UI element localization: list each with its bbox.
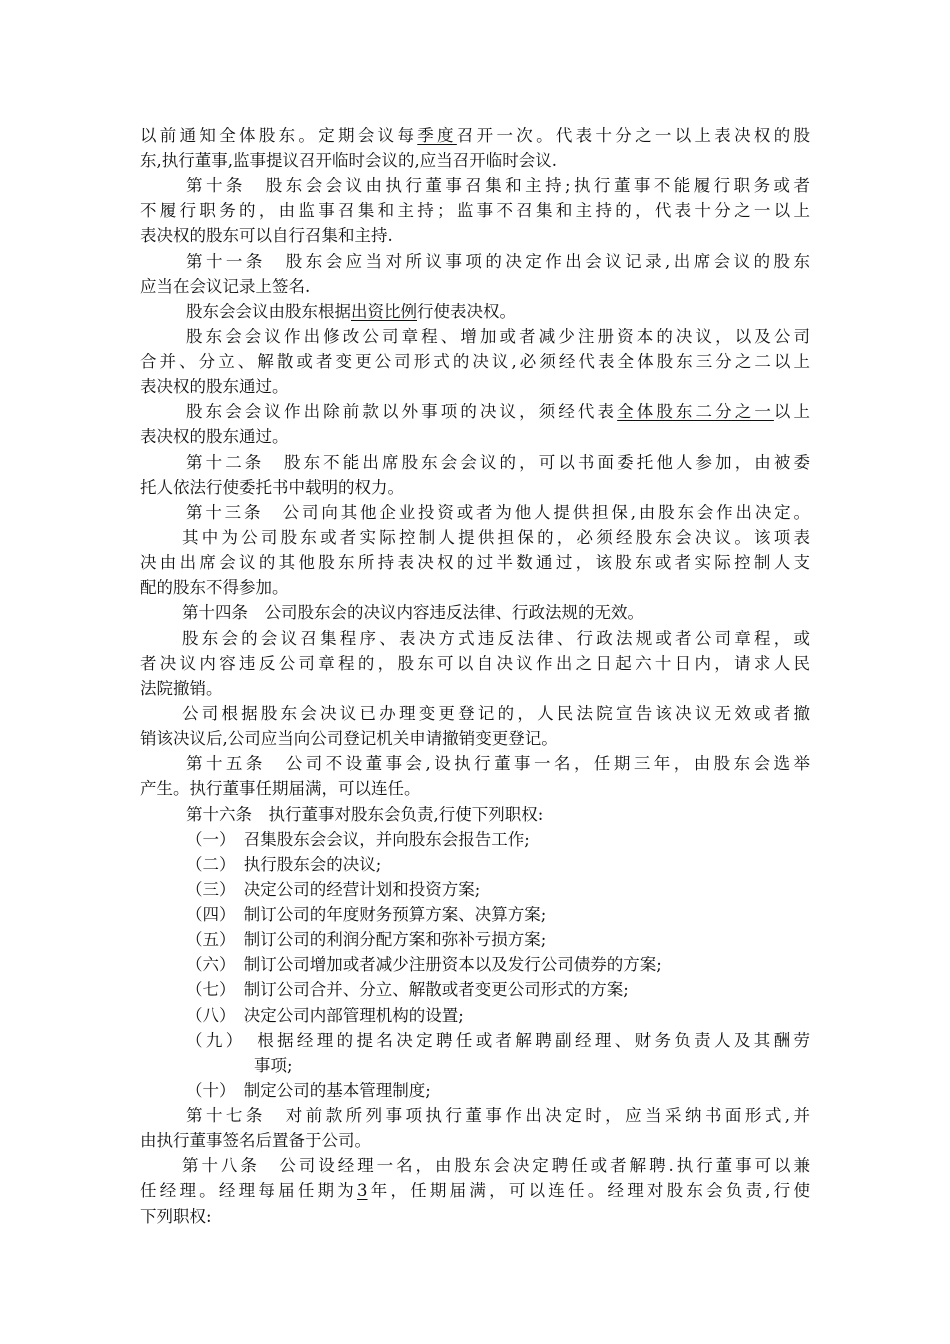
text-segment: 决由出席会议的其他股东所持表决权的过半数通过，该股东或者实际控制人支 bbox=[140, 553, 810, 572]
text-segment: （七） 制订公司合并、分立、解散或者变更公司形式的方案; bbox=[186, 980, 629, 999]
text-segment: 第十三条 公司向其他企业投资或者为他人提供担保,由股东会作出决定。 bbox=[186, 503, 810, 522]
text-line bbox=[182, 600, 644, 625]
text-segment: 由执行董事签名后置备于公司。 bbox=[140, 1131, 371, 1150]
text-line bbox=[182, 525, 810, 550]
underlined-text: 3 bbox=[357, 1181, 368, 1200]
text-line bbox=[140, 575, 289, 600]
text-segment: 股东会的会议召集程序、表决方式违反法律、行政法规或者公司章程，或 bbox=[182, 629, 810, 648]
text-line bbox=[186, 902, 546, 927]
text-line bbox=[186, 1003, 464, 1028]
text-segment: 第十二条 股东不能出席股东会会议的，可以书面委托他人参加，由被委 bbox=[186, 453, 810, 472]
text-segment: 表决权的股东通过。 bbox=[140, 427, 289, 446]
text-segment: 其中为公司股东或者实际控制人提供担保的，必须经股东会决议。该项表 bbox=[182, 528, 810, 547]
text-segment: 销该决议后,公司应当向公司登记机关申请撤销变更登记。 bbox=[140, 729, 558, 748]
text-segment: 第十一条 股东会应当对所议事项的决定作出会议记录,出席会议的股东 bbox=[186, 252, 810, 271]
text-segment: 公司根据股东会决议已办理变更登记的，人民法院宣告该决议无效或者撤 bbox=[182, 704, 810, 723]
text-segment: （六） 制订公司增加或者减少注册资本以及发行公司债券的方案; bbox=[186, 955, 662, 974]
text-line bbox=[140, 776, 421, 801]
text-segment: 不履行职务的，由监事召集和主持；监事不召集和主持的，代表十分之一以上 bbox=[140, 201, 810, 220]
text-segment: 应当在会议记录上签名. bbox=[140, 277, 311, 296]
text-line bbox=[186, 450, 810, 475]
underlined-text: 全体股东二分之一 bbox=[617, 402, 774, 421]
text-segment: 表决权的股东可以自行召集和主持. bbox=[140, 226, 393, 245]
text-line bbox=[186, 399, 810, 424]
text-line bbox=[186, 751, 810, 776]
text-line bbox=[186, 852, 381, 877]
text-line bbox=[186, 952, 662, 977]
text-segment: （十） 制定公司的基本管理制度; bbox=[186, 1081, 431, 1100]
underlined-text: 季度 bbox=[417, 126, 457, 145]
text-line bbox=[140, 424, 289, 449]
text-line bbox=[186, 1103, 810, 1128]
text-segment: 法院撤销。 bbox=[140, 679, 223, 698]
underlined-text: 出资比例 bbox=[351, 302, 417, 321]
text-line bbox=[140, 123, 810, 148]
text-line bbox=[182, 701, 810, 726]
text-segment: 托人依法行使委托书中载明的权力。 bbox=[140, 478, 404, 497]
text-line bbox=[186, 173, 810, 198]
text-line bbox=[140, 550, 810, 575]
text-line bbox=[186, 827, 530, 852]
text-line bbox=[140, 676, 223, 701]
text-line bbox=[140, 349, 810, 374]
text-line bbox=[186, 299, 516, 324]
text-line bbox=[140, 223, 393, 248]
text-line bbox=[186, 249, 810, 274]
text-segment: 东,执行董事,监事提议召开临时会议的,应当召开临时会议. bbox=[140, 151, 557, 170]
text-line bbox=[140, 148, 557, 173]
text-segment: 第十四条 公司股东会的决议内容违反法律、行政法规的无效。 bbox=[182, 603, 644, 622]
text-line bbox=[186, 927, 546, 952]
text-line bbox=[254, 1053, 293, 1078]
text-segment: 事项; bbox=[254, 1056, 293, 1075]
text-line bbox=[140, 475, 404, 500]
text-line bbox=[186, 1028, 810, 1053]
text-segment: 股东会会议作出除前款以外事项的决议，须经代表 bbox=[186, 402, 618, 421]
text-segment: 行使表决权。 bbox=[417, 302, 516, 321]
text-line bbox=[186, 877, 480, 902]
text-line bbox=[140, 726, 558, 751]
text-segment: （一） 召集股东会会议，并向股东会报告工作; bbox=[186, 830, 530, 849]
text-segment: 年，任期届满，可以连任。经理对股东会负责,行使 bbox=[367, 1181, 811, 1200]
text-segment: （五） 制订公司的利润分配方案和弥补亏损方案; bbox=[186, 930, 547, 949]
text-segment: 产生。执行董事任期届满，可以连任。 bbox=[140, 779, 421, 798]
text-line bbox=[140, 274, 310, 299]
text-segment: 下列职权: bbox=[140, 1207, 212, 1226]
text-segment: 任经理。经理每届任期为 bbox=[140, 1181, 358, 1200]
text-segment: 以前通知全体股东。定期会议每 bbox=[140, 126, 418, 145]
text-segment: （三） 决定公司的经营计划和投资方案; bbox=[186, 880, 481, 899]
text-segment: 合并、分立、解散或者变更公司形式的决议,必须经代表全体股东三分之二以上 bbox=[140, 352, 810, 371]
text-segment: 配的股东不得参加。 bbox=[140, 578, 289, 597]
text-line bbox=[182, 1153, 810, 1178]
text-line bbox=[140, 1204, 212, 1229]
text-segment: 召开一次。代表十分之一以上表决权的股 bbox=[456, 126, 811, 145]
text-line bbox=[182, 626, 810, 651]
text-segment: 第十七条 对前款所列事项执行董事作出决定时，应当采纳书面形式,并 bbox=[186, 1106, 810, 1125]
text-line bbox=[140, 1128, 371, 1153]
text-line bbox=[186, 977, 629, 1002]
text-segment: 第十五条 公司不设董事会,设执行董事一名，任期三年，由股东会选举 bbox=[186, 754, 810, 773]
text-segment: 股东会会议作出修改公司章程、增加或者减少注册资本的决议，以及公司 bbox=[186, 327, 810, 346]
text-segment: （九） 根据经理的提名决定聘任或者解聘副经理、财务负责人及其酬劳 bbox=[186, 1031, 810, 1050]
text-segment: 以上 bbox=[773, 402, 811, 421]
text-segment: 第十六条 执行董事对股东会负责,行使下列职权: bbox=[186, 805, 544, 824]
text-segment: 表决权的股东通过。 bbox=[140, 377, 289, 396]
text-line bbox=[186, 324, 810, 349]
text-line bbox=[140, 374, 289, 399]
text-line bbox=[186, 802, 543, 827]
text-segment: （二） 执行股东会的决议; bbox=[186, 855, 382, 874]
text-line bbox=[140, 1178, 810, 1203]
text-segment: 第十条 股东会会议由执行董事召集和主持;执行董事不能履行职务或者 bbox=[186, 176, 810, 195]
text-line bbox=[140, 198, 810, 223]
text-line bbox=[186, 1078, 431, 1103]
text-segment: 股东会会议由股东根据 bbox=[186, 302, 351, 321]
text-line bbox=[140, 651, 810, 676]
text-segment: 第十八条 公司设经理一名，由股东会决定聘任或者解聘.执行董事可以兼 bbox=[182, 1156, 810, 1175]
text-segment: 者决议内容违反公司章程的，股东可以自决议作出之日起六十日内，请求人民 bbox=[140, 654, 810, 673]
text-segment: （八） 决定公司内部管理机构的设置; bbox=[186, 1006, 464, 1025]
text-segment: （四） 制订公司的年度财务预算方案、决算方案; bbox=[186, 905, 547, 924]
text-line bbox=[186, 500, 810, 525]
